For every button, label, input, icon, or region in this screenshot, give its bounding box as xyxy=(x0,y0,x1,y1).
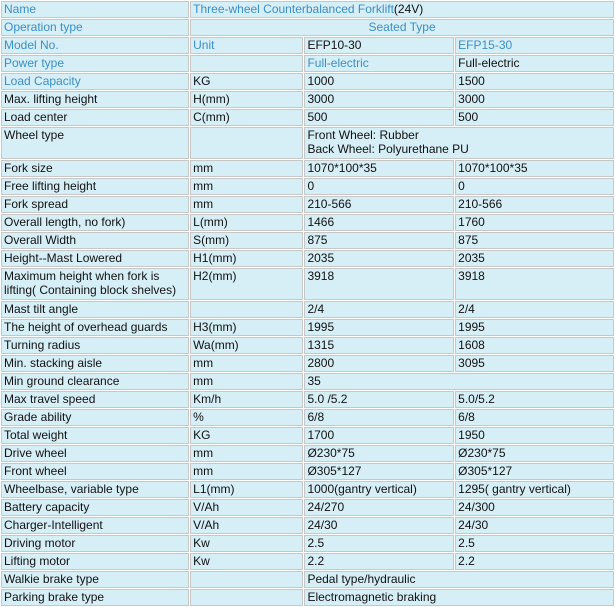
spec-value-2: 875 xyxy=(455,232,614,249)
min-ground-label: Min ground clearance xyxy=(1,373,189,390)
spec-value-2: Ø230*75 xyxy=(455,445,614,462)
name-value-cell xyxy=(190,1,614,18)
spec-label: Grade ability xyxy=(1,409,189,426)
spec-unit: mm xyxy=(190,463,303,480)
spec-unit: mm xyxy=(190,160,303,177)
name-suffix: (24V) xyxy=(393,2,424,16)
spec-value-2: 0 xyxy=(455,178,614,195)
spec-value-2: 500 xyxy=(455,109,614,126)
spec-value-1: Ø230*75 xyxy=(304,445,454,462)
table-row xyxy=(1,517,614,534)
wheel-type-label: Wheel type xyxy=(1,127,189,159)
spec-value-2: 1760 xyxy=(455,214,614,231)
spec-value-1: 1995 xyxy=(304,319,454,336)
model-label: Model No. xyxy=(1,37,189,54)
min-ground-unit: mm xyxy=(190,373,303,390)
parking-brake-value: Electromagnetic braking xyxy=(304,589,614,606)
row-wheel-type xyxy=(1,127,614,159)
table-row xyxy=(1,391,614,408)
spec-unit: S(mm) xyxy=(190,232,303,249)
spec-unit: Wa(mm) xyxy=(190,337,303,354)
table-row xyxy=(1,445,614,462)
spec-value-2: 1608 xyxy=(455,337,614,354)
spec-unit: mm xyxy=(190,355,303,372)
spec-value-2: 1295( gantry vertical) xyxy=(455,481,614,498)
spec-value-2: 2/4 xyxy=(455,301,614,318)
spec-value-1: 24/30 xyxy=(304,517,454,534)
spec-value-1: 1700 xyxy=(304,427,454,444)
spec-label: Overall length, no fork) xyxy=(1,214,189,231)
table-row xyxy=(1,214,614,231)
wheel-type-unit xyxy=(190,127,303,159)
table-row xyxy=(1,553,614,570)
spec-value-1: 5.0 /5.2 xyxy=(304,391,454,408)
max-height-fork-label-line-2: lifting( Containing block shelves) xyxy=(4,283,177,297)
power-label: Power type xyxy=(1,55,189,72)
load-label: Load Capacity xyxy=(1,73,189,90)
spec-label: Fork size xyxy=(1,160,189,177)
spec-label: Fork spread xyxy=(1,196,189,213)
spec-value-2: 1950 xyxy=(455,427,614,444)
parking-brake-label: Parking brake type xyxy=(1,589,189,606)
model-2: EFP15-30 xyxy=(455,37,614,54)
power-1: Full-electric xyxy=(304,55,454,72)
table-row xyxy=(1,232,614,249)
max-height-fork-value-1: 3918 xyxy=(304,268,454,300)
table-row xyxy=(1,91,614,108)
spec-unit: L(mm) xyxy=(190,214,303,231)
spec-label: The height of overhead guards xyxy=(1,319,189,336)
spec-value-2: 1995 xyxy=(455,319,614,336)
spec-unit: Kw xyxy=(190,553,303,570)
row-max-height-fork xyxy=(1,268,614,300)
name-label: Name xyxy=(1,1,189,18)
max-height-fork-label xyxy=(1,268,189,300)
front-wheel-type: Front Wheel: Rubber xyxy=(307,128,419,142)
spec-value-2: 2035 xyxy=(455,250,614,267)
walkie-brake-label: Walkie brake type xyxy=(1,571,189,588)
spec-value-1: 6/8 xyxy=(304,409,454,426)
spec-unit: L1(mm) xyxy=(190,481,303,498)
spec-value-2: 3000 xyxy=(455,91,614,108)
max-height-fork-label-line-1: Maximum height when fork is xyxy=(4,269,160,283)
spec-label: Drive wheel xyxy=(1,445,189,462)
walkie-brake-value: Pedal type/hydraulic xyxy=(304,571,614,588)
unit-header: Unit xyxy=(190,37,303,54)
model-1: EFP10-30 xyxy=(304,37,454,54)
spec-value-1: 24/270 xyxy=(304,499,454,516)
spec-value-1: 2.5 xyxy=(304,535,454,552)
table-row xyxy=(1,301,614,318)
spec-value-2: 3095 xyxy=(455,355,614,372)
spec-unit: Km/h xyxy=(190,391,303,408)
spec-unit: H(mm) xyxy=(190,91,303,108)
spec-value-2: 2.5 xyxy=(455,535,614,552)
spec-value-2: Ø305*127 xyxy=(455,463,614,480)
row-parking-brake xyxy=(1,589,614,606)
table-row xyxy=(1,196,614,213)
spec-value-2: 5.0/5.2 xyxy=(455,391,614,408)
back-wheel-type: Back Wheel: Polyurethane PU xyxy=(307,142,469,156)
spec-value-2: 1070*100*35 xyxy=(455,160,614,177)
spec-label: Height--Mast Lowered xyxy=(1,250,189,267)
table-row xyxy=(1,427,614,444)
spec-value-2: 210-566 xyxy=(455,196,614,213)
spec-label: Driving motor xyxy=(1,535,189,552)
table-row xyxy=(1,499,614,516)
table-row xyxy=(1,160,614,177)
table-row xyxy=(1,337,614,354)
spec-unit xyxy=(190,301,303,318)
spec-value-2: 6/8 xyxy=(455,409,614,426)
spec-value-1: 210-566 xyxy=(304,196,454,213)
load-1: 1000 xyxy=(304,73,454,90)
spec-value-1: Ø305*127 xyxy=(304,463,454,480)
table-row xyxy=(1,109,614,126)
spec-label: Mast tilt angle xyxy=(1,301,189,318)
spec-unit: mm xyxy=(190,196,303,213)
max-height-fork-unit: H2(mm) xyxy=(190,268,303,300)
spec-value-1: 2.2 xyxy=(304,553,454,570)
spec-unit: V/Ah xyxy=(190,517,303,534)
spec-value-1: 1070*100*35 xyxy=(304,160,454,177)
spec-label: Lifting motor xyxy=(1,553,189,570)
spec-value-1: 1466 xyxy=(304,214,454,231)
row-load-capacity xyxy=(1,73,614,90)
wheel-type-value xyxy=(304,127,614,159)
spec-unit: KG xyxy=(190,427,303,444)
spec-value-1: 0 xyxy=(304,178,454,195)
operation-value: Seated Type xyxy=(190,19,614,36)
load-2: 1500 xyxy=(455,73,614,90)
table-row xyxy=(1,463,614,480)
row-walkie-brake xyxy=(1,571,614,588)
spec-unit: mm xyxy=(190,445,303,462)
spec-value-1: 875 xyxy=(304,232,454,249)
spec-unit: Kw xyxy=(190,535,303,552)
row-min-ground-clearance xyxy=(1,373,614,390)
min-ground-value: 35 xyxy=(304,373,614,390)
table-row xyxy=(1,178,614,195)
spec-label: Charger-Intelligent xyxy=(1,517,189,534)
spec-value-2: 24/30 xyxy=(455,517,614,534)
power-2: Full-electric xyxy=(455,55,614,72)
table-row xyxy=(1,535,614,552)
spec-value-2: 2.2 xyxy=(455,553,614,570)
spec-label: Free lifting height xyxy=(1,178,189,195)
spec-value-1: 2800 xyxy=(304,355,454,372)
max-height-fork-value-2: 3918 xyxy=(455,268,614,300)
spec-label: Load center xyxy=(1,109,189,126)
spec-label: Max. lifting height xyxy=(1,91,189,108)
table-row xyxy=(1,355,614,372)
spec-label: Turning radius xyxy=(1,337,189,354)
spec-value-1: 2035 xyxy=(304,250,454,267)
spec-value-1: 1000(gantry vertical) xyxy=(304,481,454,498)
table-row xyxy=(1,481,614,498)
load-unit: KG xyxy=(190,73,303,90)
row-power xyxy=(1,55,614,72)
table-row xyxy=(1,409,614,426)
spec-label: Wheelbase, variable type xyxy=(1,481,189,498)
spec-label: Overall Width xyxy=(1,232,189,249)
spec-label: Min. stacking aisle xyxy=(1,355,189,372)
spec-value-1: 2/4 xyxy=(304,301,454,318)
spec-label: Front wheel xyxy=(1,463,189,480)
table-row xyxy=(1,319,614,336)
spec-value-1: 1315 xyxy=(304,337,454,354)
power-unit xyxy=(190,55,303,72)
spec-label: Total weight xyxy=(1,427,189,444)
spec-value-1: 3000 xyxy=(304,91,454,108)
row-name xyxy=(1,1,614,18)
spec-value-2: 24/300 xyxy=(455,499,614,516)
spec-unit: % xyxy=(190,409,303,426)
spec-unit: V/Ah xyxy=(190,499,303,516)
table-row xyxy=(1,250,614,267)
walkie-brake-unit xyxy=(190,571,303,588)
spec-unit: H1(mm) xyxy=(190,250,303,267)
operation-label: Operation type xyxy=(1,19,189,36)
row-operation xyxy=(1,19,614,36)
spec-unit: mm xyxy=(190,178,303,195)
row-model xyxy=(1,37,614,54)
spec-unit: C(mm) xyxy=(190,109,303,126)
spec-unit: H3(mm) xyxy=(190,319,303,336)
name-value: Three-wheel Counterbalanced Forklift xyxy=(193,2,394,16)
spec-label: Battery capacity xyxy=(1,499,189,516)
spec-label: Max travel speed xyxy=(1,391,189,408)
parking-brake-unit xyxy=(190,589,303,606)
spec-value-1: 500 xyxy=(304,109,454,126)
